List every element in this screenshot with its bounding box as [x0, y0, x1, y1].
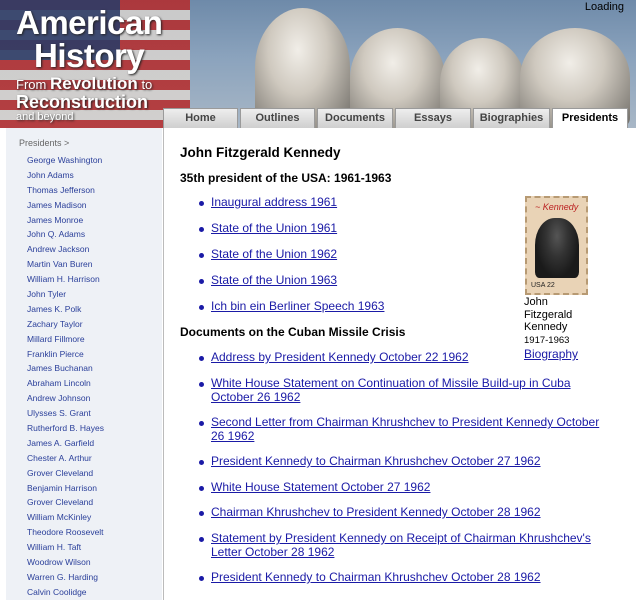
sidebar-breadcrumb[interactable]: Presidents >	[19, 138, 70, 148]
speech-link[interactable]: Inaugural address 1961	[211, 195, 338, 209]
speech-link[interactable]: Ich bin ein Berliner Speech 1963	[211, 299, 385, 313]
tab-presidents[interactable]: Presidents	[552, 108, 628, 128]
logo-line-2: History	[34, 37, 145, 74]
sidebar-item-president[interactable]: Woodrow Wilson	[27, 557, 91, 568]
sidebar-item-president[interactable]: Calvin Coolidge	[27, 586, 87, 597]
logo-line-5: and beyond	[16, 111, 74, 123]
main-nav-tabs	[163, 108, 630, 128]
bullet-icon	[199, 382, 204, 387]
logo-line-4: Reconstruction	[16, 92, 149, 112]
sidebar-item-president[interactable]: John Q. Adams	[27, 229, 86, 240]
logo-revolution: Revolution	[49, 74, 138, 93]
bullet-icon	[199, 576, 204, 581]
sidebar-item-president[interactable]: Andrew Johnson	[27, 393, 91, 404]
crisis-doc-link[interactable]: President Kennedy to Chairman Khrushchev October 27 1962	[211, 454, 541, 468]
bullet-icon	[199, 305, 204, 310]
tab-outlines[interactable]: Outlines	[240, 108, 315, 128]
page-subtitle: 35th president of the USA: 1961-1963	[180, 171, 392, 185]
sidebar-item-president[interactable]: Zachary Taylor	[27, 318, 83, 329]
bullet-icon	[199, 537, 204, 542]
sidebar-item-president[interactable]: Rutherford B. Hayes	[27, 423, 105, 434]
stamp-denomination: USA 22	[531, 282, 555, 289]
crisis-doc-link[interactable]: Address by President Kennedy October 22 1962	[211, 350, 469, 364]
stamp-signature: ~ Kennedy	[535, 202, 579, 212]
sidebar-item-president[interactable]: Millard Fillmore	[27, 333, 85, 344]
profile-years: 1917-1963	[524, 335, 570, 346]
crisis-doc-link[interactable]: Chairman Khrushchev to President Kennedy October 28 1962	[211, 505, 541, 519]
loading-indicator: Loading	[584, 1, 624, 13]
crisis-heading: Documents on the Cuban Missile Crisis	[180, 325, 406, 339]
sidebar-item-president[interactable]: Abraham Lincoln	[27, 378, 91, 389]
logo-to: to	[141, 77, 153, 92]
crisis-doc-link[interactable]: Second Letter from Chairman Khrushchev to President Kennedy October 26 1962	[211, 415, 600, 443]
sidebar-item-president[interactable]: Grover Cleveland	[27, 467, 94, 478]
crisis-doc-link[interactable]: White House Statement October 27 1962	[211, 480, 431, 494]
bullet-icon	[199, 511, 204, 516]
speech-link[interactable]: State of the Union 1963	[211, 273, 338, 287]
bullet-icon	[199, 356, 204, 361]
sidebar-item-president[interactable]: Franklin Pierce	[27, 348, 84, 359]
bullet-icon	[199, 279, 204, 284]
bullet-icon	[199, 227, 204, 232]
logo-line-1: American	[16, 4, 163, 41]
bullet-icon	[199, 460, 204, 465]
logo-line-3	[16, 76, 162, 93]
jfk-stamp-image	[525, 196, 588, 295]
main-content	[163, 128, 631, 600]
sidebar-item-president[interactable]: Martin Van Buren	[27, 259, 93, 270]
sidebar-item-president[interactable]: Grover Cleveland	[27, 497, 94, 508]
sidebar-item-president[interactable]: John Adams	[27, 169, 74, 180]
crisis-doc-link[interactable]: President Kennedy to Chairman Khrushchev October 28 1962	[211, 570, 541, 584]
sidebar-item-president[interactable]: Ulysses S. Grant	[27, 408, 91, 419]
sidebar-item-president[interactable]: Andrew Jackson	[27, 244, 90, 255]
sidebar-item-president[interactable]: Warren G. Harding	[27, 571, 99, 582]
sidebar	[6, 128, 162, 600]
speech-link[interactable]: State of the Union 1961	[211, 221, 338, 235]
biography-link[interactable]: Biography	[524, 347, 579, 361]
sidebar-item-president[interactable]: James K. Polk	[27, 303, 82, 314]
sidebar-item-president[interactable]: George Washington	[27, 155, 103, 165]
sidebar-item-president[interactable]: James Buchanan	[27, 363, 93, 374]
speech-link[interactable]: State of the Union 1962	[211, 247, 338, 261]
tab-documents[interactable]: Documents	[317, 108, 393, 128]
tab-essays[interactable]: Essays	[395, 108, 471, 128]
sidebar-item-president[interactable]: John Tyler	[27, 289, 67, 300]
sidebar-item-president[interactable]: Thomas Jefferson	[27, 184, 95, 195]
bullet-icon	[199, 201, 204, 206]
sidebar-item-president[interactable]: William H. Harrison	[27, 274, 100, 285]
sidebar-item-president[interactable]: William McKinley	[27, 512, 92, 523]
page-title: John Fitzgerald Kennedy	[180, 145, 341, 160]
sidebar-item-president[interactable]: James A. Garfield	[27, 437, 95, 448]
site-logo[interactable]	[16, 6, 162, 123]
bullet-icon	[199, 421, 204, 426]
profile-name: John Fitzgerald Kennedy	[524, 296, 573, 333]
bullet-icon	[199, 486, 204, 491]
logo-from: From	[16, 77, 47, 92]
jfk-portrait	[535, 218, 579, 278]
bullet-icon	[199, 253, 204, 258]
crisis-doc-link[interactable]: White House Statement on Continuation of Missile Build-up in Cuba October 26 1962	[211, 376, 571, 404]
sidebar-item-president[interactable]: Theodore Roosevelt	[27, 527, 104, 538]
sidebar-item-president[interactable]: Benjamin Harrison	[27, 482, 97, 493]
sidebar-item-president[interactable]: Chester A. Arthur	[27, 452, 92, 463]
crisis-doc-link[interactable]: Statement by President Kennedy on Receipt of Chairman Khrushchev's Letter October 28 1962	[211, 531, 591, 559]
tab-biographies[interactable]: Biographies	[473, 108, 550, 128]
sidebar-item-president[interactable]: James Monroe	[27, 214, 84, 225]
sidebar-item-president[interactable]: William H. Taft	[27, 542, 82, 553]
president-list	[6, 153, 162, 600]
tab-home[interactable]: Home	[163, 108, 238, 128]
sidebar-item-president[interactable]: James Madison	[27, 199, 87, 210]
